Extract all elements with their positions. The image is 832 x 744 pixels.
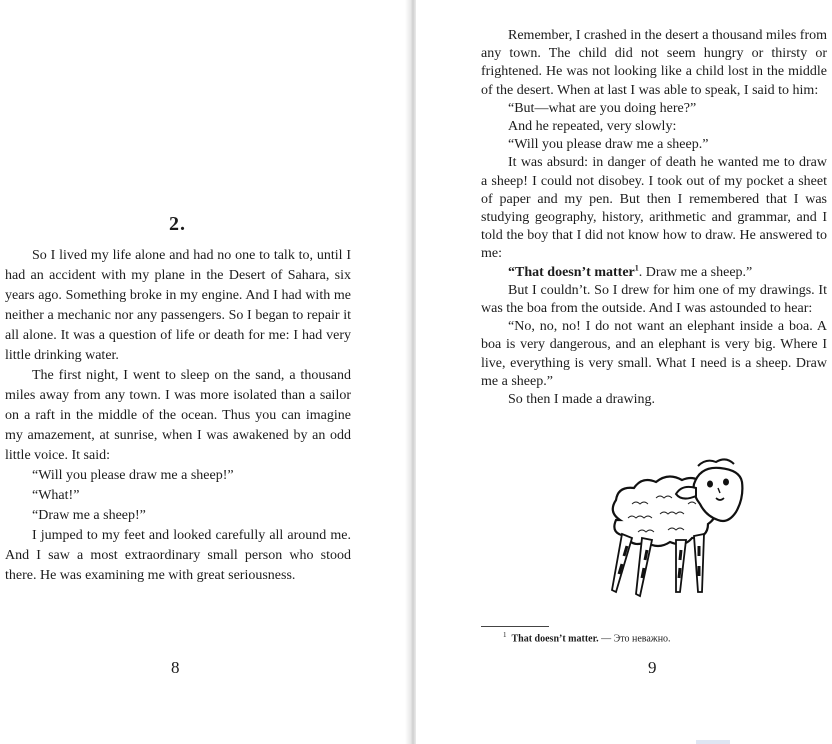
- paragraph: Remember, I crashed in the desert a thousand miles from any town. The child did not seem hungry or thirsty or frightened. He was not looking like a child lost in the middle of the desert. When at last I was able to speak, I said to him:: [481, 28, 828, 98]
- footnote-reference: 1: [634, 262, 639, 272]
- bold-quote: “That doesn’t matter: [508, 264, 635, 280]
- paragraph: “Will you please draw me a sheep!”: [32, 468, 234, 483]
- page-edge-mark: [696, 740, 730, 744]
- footnote: [503, 628, 671, 646]
- sheep-drawing-icon: [598, 458, 758, 598]
- page-number-right: 9: [648, 658, 657, 677]
- paragraph: I jumped to my feet and looked carefully all around me. And I saw a most extraordinary small person who stood there. He was examining me with great seriousness.: [5, 528, 351, 583]
- paragraph: So I lived my life alone and had no one to talk to, until I had an accident with my plane in the Desert of Sahara, six years ago. Something broke in my engine. And I had with me neither a mechanic nor any passengers. So I began to repair it all alone. It was a question of life or death for me: I had very little drinking water.: [5, 248, 351, 363]
- quote-rest: . Draw me a sheep.”: [638, 264, 753, 280]
- paragraph: “Will you please draw me a sheep.”: [508, 137, 709, 153]
- paragraph: So then I made a drawing.: [508, 392, 655, 408]
- footnote-term: That doesn’t matter.: [511, 633, 599, 645]
- paragraph: The first night, I went to sleep on the sand, a thousand miles away from any town. I was more isolated than a sailor on a raft in the middle of the ocean. Thus you can imagine my amazement, at sunrise, when I was awakened by an odd little voice. It said:: [5, 368, 351, 463]
- right-text-column: [481, 27, 827, 409]
- paragraph: “What!”: [32, 488, 80, 503]
- footnote-divider: [481, 626, 549, 627]
- page-number-left: 8: [171, 658, 180, 677]
- emphasis-paragraph: [481, 264, 827, 282]
- footnote-mark: 1: [503, 631, 507, 639]
- paragraph: It was absurd: in danger of death he wanted me to draw a sheep! I could not disobey. I took out of my pocket a sheet of paper and my pen. But then I remembered that I was studying geography, history, arithmetic and grammar, and I told the boy that I did not know how to draw. He answered to me:: [481, 155, 827, 262]
- paragraph: “But—what are you doing here?”: [508, 100, 697, 116]
- paragraph: But I couldn’t. So I drew for him one of my drawings. It was the boa from the outside. And I was astounded to hear:: [481, 282, 827, 317]
- paragraph: “No, no, no! I do not want an elephant inside a boa. A boa is very dangerous, and an elephant is very big. Where I live, everything is very small. What I need is a sheep. Draw me a sheep.”: [481, 319, 827, 389]
- chapter-heading: 2.: [169, 213, 186, 235]
- paragraph: “Draw me a sheep!”: [32, 508, 146, 523]
- footnote-translation: — Это неважно.: [601, 633, 671, 645]
- left-text-column: [5, 246, 351, 586]
- left-page: [0, 0, 410, 744]
- paragraph: And he repeated, very slowly:: [508, 119, 677, 135]
